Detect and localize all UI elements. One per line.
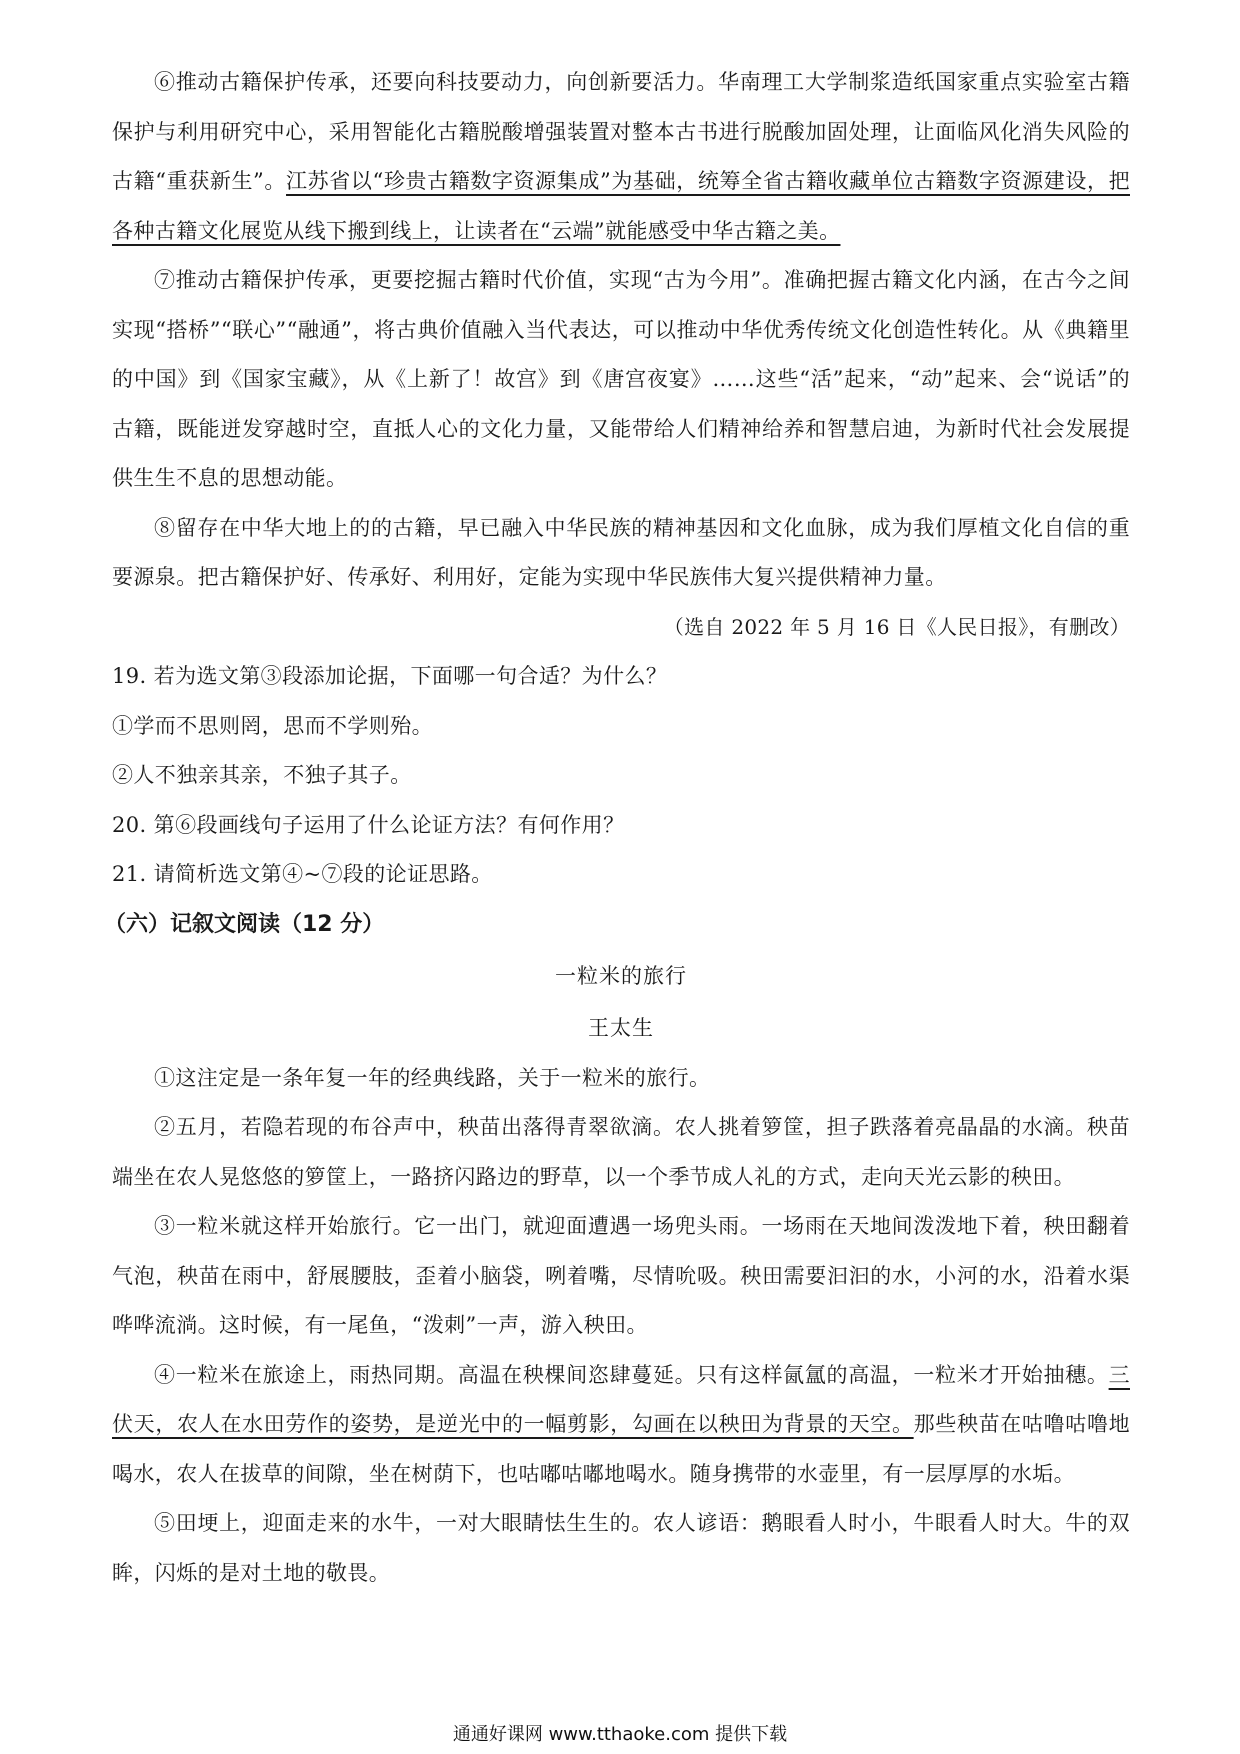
question-19-option-1: ①学而不思则罔，思而不学则殆。 bbox=[112, 713, 433, 738]
article-author: 王太生 bbox=[588, 1015, 654, 1040]
question-20: 20. 第⑥段画线句子运用了什么论证方法？有何作用？ bbox=[112, 812, 625, 837]
story-paragraph-4-underlined-sentence: 三伏天，农人在水田劳作的姿势，是逆光中的一幅剪影，勾画在以秧田为背景的天空。 bbox=[112, 1362, 1130, 1436]
paragraph-6-text: ⑥推动古籍保护传承，还要向科技要动力，向创新要活力。华南理工大学制浆造纸国家重点实验室古籍保护与利用研究中心，采用智能化古籍脱酸增强装置对整本古书进行脱酸加固处理，让面临风化消失风险的古籍“重获新生”。 bbox=[112, 70, 1130, 193]
story-paragraph-4 bbox=[112, 1351, 1130, 1500]
paragraph-7: ⑦推动古籍保护传承，更要挖掘古籍时代价值，实现“古为今用”。准确把握古籍文化内涵，在古今之间实现“搭桥”“联心”“融通”，将古典价值融入当代表达，可以推动中华优秀传统文化创造性转化。从《典籍里的中国》到《国家宝藏》，从《上新了！故宫》到《唐宫夜宴》……这些“活”起来，“动”起来、会“说话”的古籍，既能迸发穿越时空，直抵人心的文化力量，又能带给人们精神给养和智慧启迪，为新时代社会发展提供生生不息的思想动能。 bbox=[112, 268, 1130, 490]
article-title: 一粒米的旅行 bbox=[555, 963, 687, 988]
page-footer: 通通好课网 www.tthaoke.com 提供下载 bbox=[452, 1724, 788, 1745]
story-paragraph-4-text-b: 那些秧苗在咕噜咕噜地喝水，农人在拔草的间隙，坐在树荫下，也咕嘟咕嘟地喝水。随身携带的水壶里，有一层厚厚的水垢。 bbox=[112, 1412, 1131, 1486]
paragraph-8: ⑧留存在中华大地上的的古籍，早已融入中华民族的精神基因和文化血脉，成为我们厚植文化自信的重要源泉。把古籍保护好、传承好、利用好，定能为实现中华民族伟大复兴提供精神力量。 bbox=[112, 515, 1130, 589]
source-citation: （选自 2022 年 5 月 16 日《人民日报》，有删改） bbox=[663, 614, 1130, 639]
paragraph-6-underlined-sentence: 江苏省以“珍贵古籍数字资源集成”为基础，统筹全省古籍收藏单位古籍数字资源建设，把各种古籍文化展览从线下搬到线上，让读者在“云端”就能感受中华古籍之美。 bbox=[112, 169, 1130, 243]
document-page bbox=[104, 58, 1131, 1598]
story-paragraph-5: ⑤田埂上，迎面走来的水牛，一对大眼睛怯生生的。农人谚语：鹅眼看人时小，牛眼看人时大。牛的双眸，闪烁的是对土地的敬畏。 bbox=[112, 1511, 1130, 1585]
question-19-option-2: ②人不独亲其亲，不独子其子。 bbox=[112, 763, 412, 787]
section-heading: （六）记叙文阅读（12 分） bbox=[104, 911, 385, 937]
story-paragraph-3: ③一粒米就这样开始旅行。它一出门，就迎面遭遇一场兜头雨。一场雨在天地间泼泼地下着，秧田翻着气泡，秧苗在雨中，舒展腰肢，歪着小脑袋，咧着嘴，尽情吮吸。秧田需要汩汩的水，小河的水，沿着水渠哗哗流淌。这时候，有一尾鱼，“泼刺”一声，游入秧田。 bbox=[112, 1214, 1130, 1337]
question-21: 21. 请简析选文第④~⑦段的论证思路。 bbox=[112, 862, 493, 886]
question-19: 19. 若为选文第③段添加论据，下面哪一句合适？为什么？ bbox=[112, 664, 668, 688]
paragraph-6 bbox=[112, 58, 1130, 256]
story-paragraph-2: ②五月，若隐若现的布谷声中，秧苗出落得青翠欲滴。农人挑着箩筐，担子跌落着亮晶晶的水滴。秧苗端坐在农人晃悠悠的箩筐上，一路挤闪路边的野草，以一个季节成人礼的方式，走向天光云影的秧田。 bbox=[112, 1115, 1130, 1189]
story-paragraph-4-text-a: ④一粒米在旅途上，雨热同期。高温在秧棵间恣肆蔓延。只有这样氤氲的高温，一粒米才开始抽穗。 bbox=[154, 1362, 1109, 1387]
story-paragraph-1: ①这注定是一条年复一年的经典线路，关于一粒米的旅行。 bbox=[154, 1065, 711, 1090]
